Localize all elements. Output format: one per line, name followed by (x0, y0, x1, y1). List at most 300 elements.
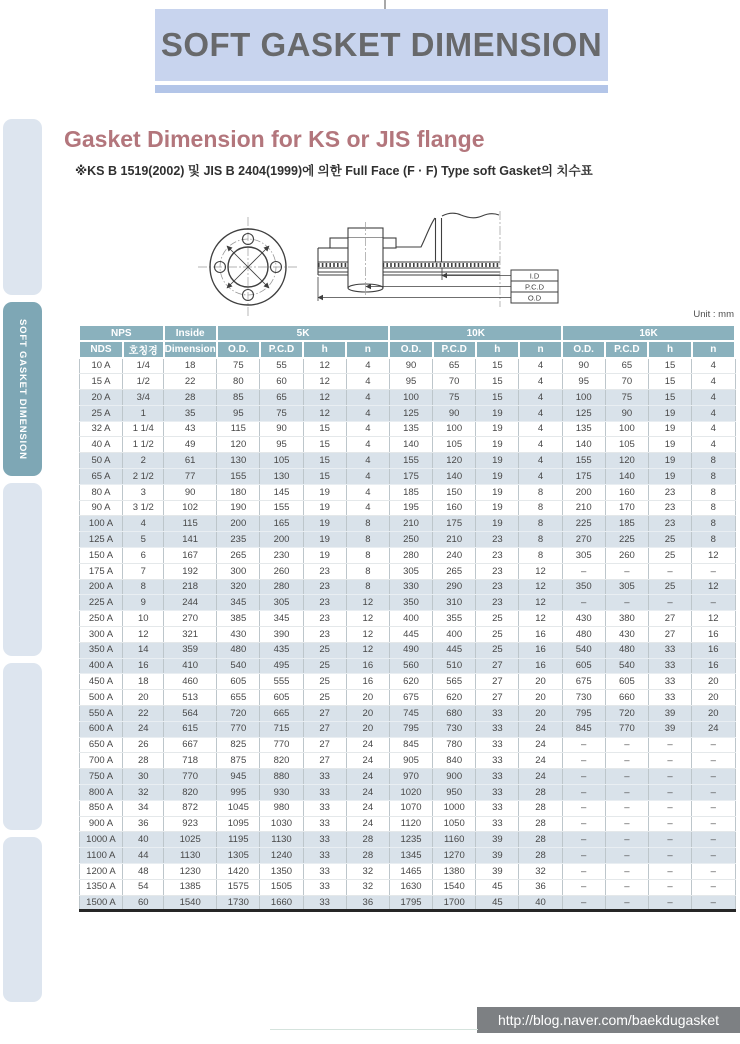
table-cell: – (648, 832, 691, 848)
table-cell: 15 A (79, 374, 123, 390)
header-group-10k: 10K (389, 325, 562, 341)
table-cell: 18 (123, 674, 164, 690)
table-cell: 23 (303, 595, 346, 611)
table-cell: 22 (123, 706, 164, 722)
table-cell: 225 (562, 516, 605, 532)
table-cell: 905 (389, 753, 432, 769)
table-cell: 75 (605, 390, 648, 406)
table-cell: 90 (605, 405, 648, 421)
table-cell: 33 (303, 895, 346, 911)
table-cell: – (562, 864, 605, 880)
table-cell: 560 (389, 658, 432, 674)
table-cell: 1 1/4 (123, 421, 164, 437)
table-cell: 16 (519, 658, 562, 674)
table-cell: 8 (519, 548, 562, 564)
table-cell: 564 (164, 706, 217, 722)
table-row (79, 690, 735, 706)
table-cell: 75 (260, 405, 303, 421)
table-cell: 23 (648, 500, 691, 516)
table-cell: 20 A (79, 390, 123, 406)
table-cell: 19 (476, 516, 519, 532)
table-cell: 1200 A (79, 864, 123, 880)
table-cell: 16 (692, 658, 735, 674)
table-cell: 1130 (164, 848, 217, 864)
header-h-10k: h (476, 341, 519, 358)
table-cell: 25 (476, 627, 519, 643)
table-cell: 23 (648, 516, 691, 532)
table-cell: 825 (217, 737, 260, 753)
table-cell: 19 (303, 516, 346, 532)
table-cell: 24 (519, 737, 562, 753)
table-cell: 25 (648, 548, 691, 564)
table-cell: 22 (164, 374, 217, 390)
table-cell: 930 (260, 785, 303, 801)
table-row (79, 879, 735, 895)
table-row (79, 706, 735, 722)
table-cell: 95 (389, 374, 432, 390)
table-cell: 12 (692, 611, 735, 627)
table-cell: 1345 (389, 848, 432, 864)
table-cell: 185 (605, 516, 648, 532)
table-cell: 15 (303, 437, 346, 453)
table-cell: 270 (164, 611, 217, 627)
table-cell: 170 (605, 500, 648, 516)
footer-url[interactable]: http://blog.naver.com/baekdugasket (497, 1012, 720, 1028)
table-cell: 1240 (260, 848, 303, 864)
table-cell: – (692, 800, 735, 816)
table-cell: 175 (389, 469, 432, 485)
table-cell: 27 (476, 674, 519, 690)
table-cell: 65 (260, 390, 303, 406)
table-cell: 8 (692, 532, 735, 548)
header-n-5k: n (346, 341, 389, 358)
table-cell: 210 (433, 532, 476, 548)
table-cell: 300 A (79, 627, 123, 643)
table-cell: 350 (389, 595, 432, 611)
table-cell: 1030 (260, 816, 303, 832)
table-cell: 32 (519, 864, 562, 880)
table-cell: 65 A (79, 469, 123, 485)
table-cell: – (605, 848, 648, 864)
table-cell: 750 A (79, 769, 123, 785)
table-cell: 28 (519, 832, 562, 848)
table-cell: 225 (605, 532, 648, 548)
table-cell: 145 (260, 484, 303, 500)
table-cell: 10 (123, 611, 164, 627)
table-cell: 1500 A (79, 895, 123, 911)
table-cell: 33 (303, 879, 346, 895)
table-cell: 730 (562, 690, 605, 706)
table-cell: 320 (217, 579, 260, 595)
table-cell: 4 (346, 484, 389, 500)
table-cell: 95 (562, 374, 605, 390)
table-cell: 4 (346, 405, 389, 421)
table-cell: 225 A (79, 595, 123, 611)
table-cell: 4 (519, 437, 562, 453)
table-row (79, 358, 735, 374)
table-cell: 4 (692, 390, 735, 406)
table-cell: 4 (519, 374, 562, 390)
table-cell: 12 (346, 627, 389, 643)
table-cell: 1160 (433, 832, 476, 848)
table-cell: – (648, 753, 691, 769)
table-row (79, 800, 735, 816)
table-cell: 33 (303, 800, 346, 816)
table-cell: 27 (476, 690, 519, 706)
table-cell: 12 (519, 563, 562, 579)
table-cell: 4 (346, 500, 389, 516)
table-cell: – (562, 769, 605, 785)
table-cell: – (648, 785, 691, 801)
table-cell: 490 (389, 642, 432, 658)
table-cell: 25 (303, 690, 346, 706)
table-cell: 770 (217, 721, 260, 737)
table-cell: – (562, 753, 605, 769)
header-h-16k: h (648, 341, 691, 358)
table-cell: 55 (260, 358, 303, 374)
sidebar-tab-label: SOFT GASKET DIMENSION (17, 318, 28, 460)
table-cell: 12 (519, 611, 562, 627)
table-cell: 24 (123, 721, 164, 737)
table-cell: 1385 (164, 879, 217, 895)
table-cell: 23 (476, 532, 519, 548)
header-group-16k: 16K (562, 325, 735, 341)
table-cell: 19 (476, 437, 519, 453)
table-cell: 200 (260, 532, 303, 548)
table-cell: 120 (605, 453, 648, 469)
table-cell: 23 (476, 595, 519, 611)
table-cell: 1/2 (123, 374, 164, 390)
table-cell: 19 (476, 469, 519, 485)
table-cell: 4 (519, 421, 562, 437)
table-cell: 718 (164, 753, 217, 769)
table-cell: 33 (476, 816, 519, 832)
table-cell: 305 (260, 595, 303, 611)
table-cell: – (692, 785, 735, 801)
table-cell: 33 (303, 832, 346, 848)
table-cell: 800 A (79, 785, 123, 801)
table-cell: 995 (217, 785, 260, 801)
table-cell: 290 (433, 579, 476, 595)
table-cell: 435 (260, 642, 303, 658)
table-cell: 880 (260, 769, 303, 785)
table-cell: 350 A (79, 642, 123, 658)
table-cell: 675 (562, 674, 605, 690)
table-cell: 20 (692, 706, 735, 722)
table-cell: 12 (303, 358, 346, 374)
table-cell: 950 (433, 785, 476, 801)
table-cell: 8 (519, 516, 562, 532)
table-cell: 480 (605, 642, 648, 658)
table-cell: 12 (346, 595, 389, 611)
table-cell: – (562, 848, 605, 864)
table-cell: 667 (164, 737, 217, 753)
table-cell: 15 (303, 421, 346, 437)
table-cell: – (605, 800, 648, 816)
table-cell: 20 (519, 706, 562, 722)
table-cell: 265 (433, 563, 476, 579)
table-cell: 605 (260, 690, 303, 706)
table-cell: 20 (519, 674, 562, 690)
table-cell: 102 (164, 500, 217, 516)
table-cell: 430 (605, 627, 648, 643)
table-cell: 140 (433, 469, 476, 485)
table-cell: 4 (519, 453, 562, 469)
table-cell: 95 (217, 405, 260, 421)
table-cell: – (562, 785, 605, 801)
table-cell: 32 (346, 864, 389, 880)
table-row (79, 785, 735, 801)
table-cell: 445 (433, 642, 476, 658)
table-cell: 2 (123, 453, 164, 469)
table-cell: 1045 (217, 800, 260, 816)
table-cell: 4 (346, 358, 389, 374)
table-cell: 4 (346, 374, 389, 390)
table-row (79, 895, 735, 911)
table-cell: 330 (389, 579, 432, 595)
header-nds: NDS (79, 341, 123, 358)
table-cell: 61 (164, 453, 217, 469)
table-cell: 150 A (79, 548, 123, 564)
table-cell: 12 (303, 390, 346, 406)
table-cell: 44 (123, 848, 164, 864)
table-cell: 40 (123, 832, 164, 848)
table-cell: 24 (519, 769, 562, 785)
table-cell: 43 (164, 421, 217, 437)
table-cell: 28 (519, 816, 562, 832)
table-cell: – (692, 769, 735, 785)
table-cell: 33 (303, 848, 346, 864)
table-cell: 27 (648, 611, 691, 627)
table-cell: 1730 (217, 895, 260, 911)
table-cell: 12 (123, 627, 164, 643)
table-cell: 28 (519, 848, 562, 864)
table-cell: 23 (303, 611, 346, 627)
table-cell: 12 (303, 374, 346, 390)
table-cell: 840 (433, 753, 476, 769)
table-cell: 19 (476, 421, 519, 437)
table-cell: 39 (476, 864, 519, 880)
table-cell: 385 (217, 611, 260, 627)
sidebar-tab[interactable] (3, 483, 42, 656)
header-od-16k: O.D. (562, 341, 605, 358)
table-cell: 550 A (79, 706, 123, 722)
header-dimension: Dimension (164, 341, 217, 358)
table-cell: 33 (476, 785, 519, 801)
table-cell: 28 (346, 832, 389, 848)
table-cell: 80 (217, 374, 260, 390)
sidebar-tab[interactable] (3, 837, 42, 1002)
table-cell: 4 (692, 421, 735, 437)
table-cell: 1 (123, 405, 164, 421)
table-cell: 75 (433, 390, 476, 406)
table-cell: 445 (389, 627, 432, 643)
table-cell: 16 (123, 658, 164, 674)
table-cell: 28 (164, 390, 217, 406)
table-cell: 175 (433, 516, 476, 532)
table-cell: 19 (648, 453, 691, 469)
footer-url-bar[interactable] (477, 1007, 740, 1033)
table-cell: 3 1/2 (123, 500, 164, 516)
table-cell: 565 (433, 674, 476, 690)
table-cell: 105 (433, 437, 476, 453)
table-cell: 19 (648, 437, 691, 453)
table-cell: 12 (519, 579, 562, 595)
table-cell: 15 (476, 358, 519, 374)
table-cell: 28 (519, 785, 562, 801)
table-row (79, 864, 735, 880)
table-cell: 90 (433, 405, 476, 421)
table-cell: 165 (260, 516, 303, 532)
table-cell: 355 (433, 611, 476, 627)
table-cell: 3 (123, 484, 164, 500)
table-cell: 40 (519, 895, 562, 911)
table-cell: 155 (389, 453, 432, 469)
table-cell: 8 (692, 484, 735, 500)
table-cell: 321 (164, 627, 217, 643)
table-cell: 390 (260, 627, 303, 643)
table-cell: 15 (648, 374, 691, 390)
table-cell: 1795 (389, 895, 432, 911)
table-cell: 305 (389, 563, 432, 579)
table-cell: 50 A (79, 453, 123, 469)
table-row (79, 390, 735, 406)
table-cell: 24 (346, 753, 389, 769)
table-cell: 155 (562, 453, 605, 469)
table-cell: – (605, 595, 648, 611)
table-cell: – (692, 595, 735, 611)
table-cell: – (605, 563, 648, 579)
table-row (79, 500, 735, 516)
dimension-leaders (318, 268, 511, 301)
table-cell: 945 (217, 769, 260, 785)
table-cell: 620 (389, 674, 432, 690)
table-row (79, 721, 735, 737)
table-cell: 280 (260, 579, 303, 595)
table-cell: 90 A (79, 500, 123, 516)
table-cell: 150 (433, 484, 476, 500)
table-cell: – (692, 816, 735, 832)
table-cell: 8 (346, 516, 389, 532)
standard-note: ※KS B 1519(2002) 및 JIS B 2404(1999)에 의한 Full Face (F · F) Type soft Gasket의 치수표 (75, 164, 593, 178)
table-cell: 34 (123, 800, 164, 816)
header-pcd-5k: P.C.D (260, 341, 303, 358)
table-cell: 820 (164, 785, 217, 801)
table-cell: – (648, 816, 691, 832)
table-cell: 1/4 (123, 358, 164, 374)
table-cell: 33 (476, 800, 519, 816)
table-cell: 24 (346, 769, 389, 785)
table-cell: – (692, 848, 735, 864)
table-cell: 65 (605, 358, 648, 374)
table-cell: – (605, 785, 648, 801)
table-cell: 730 (433, 721, 476, 737)
table-cell: – (648, 737, 691, 753)
table-cell: 25 (648, 532, 691, 548)
table-cell: 14 (123, 642, 164, 658)
header-od-5k: O.D. (217, 341, 260, 358)
table-cell: 400 (433, 627, 476, 643)
table-cell: – (692, 832, 735, 848)
table-cell: 19 (476, 484, 519, 500)
table-cell: 32 (123, 785, 164, 801)
table-cell: 25 (476, 642, 519, 658)
table-cell: – (562, 879, 605, 895)
table-cell: 970 (389, 769, 432, 785)
table-cell: 12 (346, 642, 389, 658)
table-cell: 8 (123, 579, 164, 595)
dimension-table (78, 324, 736, 912)
table-cell: 100 (605, 421, 648, 437)
table-cell: 4 (346, 469, 389, 485)
table-cell: 15 (476, 390, 519, 406)
sidebar-tab[interactable] (3, 119, 42, 295)
table-cell: 27 (303, 737, 346, 753)
table-cell: 8 (692, 469, 735, 485)
table-cell: 1000 (433, 800, 476, 816)
scan-tick (384, 0, 386, 9)
section-heading: Gasket Dimension for KS or JIS flange (64, 126, 485, 152)
table-cell: 310 (433, 595, 476, 611)
table-cell: 820 (260, 753, 303, 769)
table-cell: – (692, 864, 735, 880)
table-cell: 32 (346, 879, 389, 895)
table-cell: 33 (648, 690, 691, 706)
sidebar-tab-soft-gasket-dimension[interactable] (3, 302, 42, 476)
table-cell: 24 (519, 753, 562, 769)
table-cell: 1195 (217, 832, 260, 848)
table-cell: 795 (389, 721, 432, 737)
table-cell: 100 (562, 390, 605, 406)
table-cell: 200 (217, 516, 260, 532)
table-cell: 1380 (433, 864, 476, 880)
table-cell: 675 (389, 690, 432, 706)
table-cell: 19 (648, 421, 691, 437)
table-cell: 845 (389, 737, 432, 753)
sidebar-tab[interactable] (3, 663, 42, 830)
table-cell: 90 (164, 484, 217, 500)
table-cell: 28 (123, 753, 164, 769)
table-cell: 8 (519, 484, 562, 500)
table-cell: – (562, 563, 605, 579)
table-cell: 15 (303, 469, 346, 485)
header-n-16k: n (692, 341, 735, 358)
table-cell: 120 (433, 453, 476, 469)
table-cell: 105 (605, 437, 648, 453)
table-cell: 5 (123, 532, 164, 548)
table-cell: 24 (692, 721, 735, 737)
table-cell: 33 (303, 785, 346, 801)
table-cell: 210 (562, 500, 605, 516)
table-cell: 4 (123, 516, 164, 532)
table-cell: 1420 (217, 864, 260, 880)
table-cell: 305 (562, 548, 605, 564)
table-cell: 60 (260, 374, 303, 390)
table-cell: 140 (562, 437, 605, 453)
table-cell: 190 (217, 500, 260, 516)
table-cell: 240 (433, 548, 476, 564)
table-cell: 745 (389, 706, 432, 722)
table-cell: 33 (303, 864, 346, 880)
table-cell: 1025 (164, 832, 217, 848)
table-cell: 430 (217, 627, 260, 643)
table-cell: 125 A (79, 532, 123, 548)
table-cell: 19 (303, 484, 346, 500)
table-cell: 500 A (79, 690, 123, 706)
table-cell: 19 (648, 405, 691, 421)
table-cell: 495 (260, 658, 303, 674)
table-cell: 655 (217, 690, 260, 706)
